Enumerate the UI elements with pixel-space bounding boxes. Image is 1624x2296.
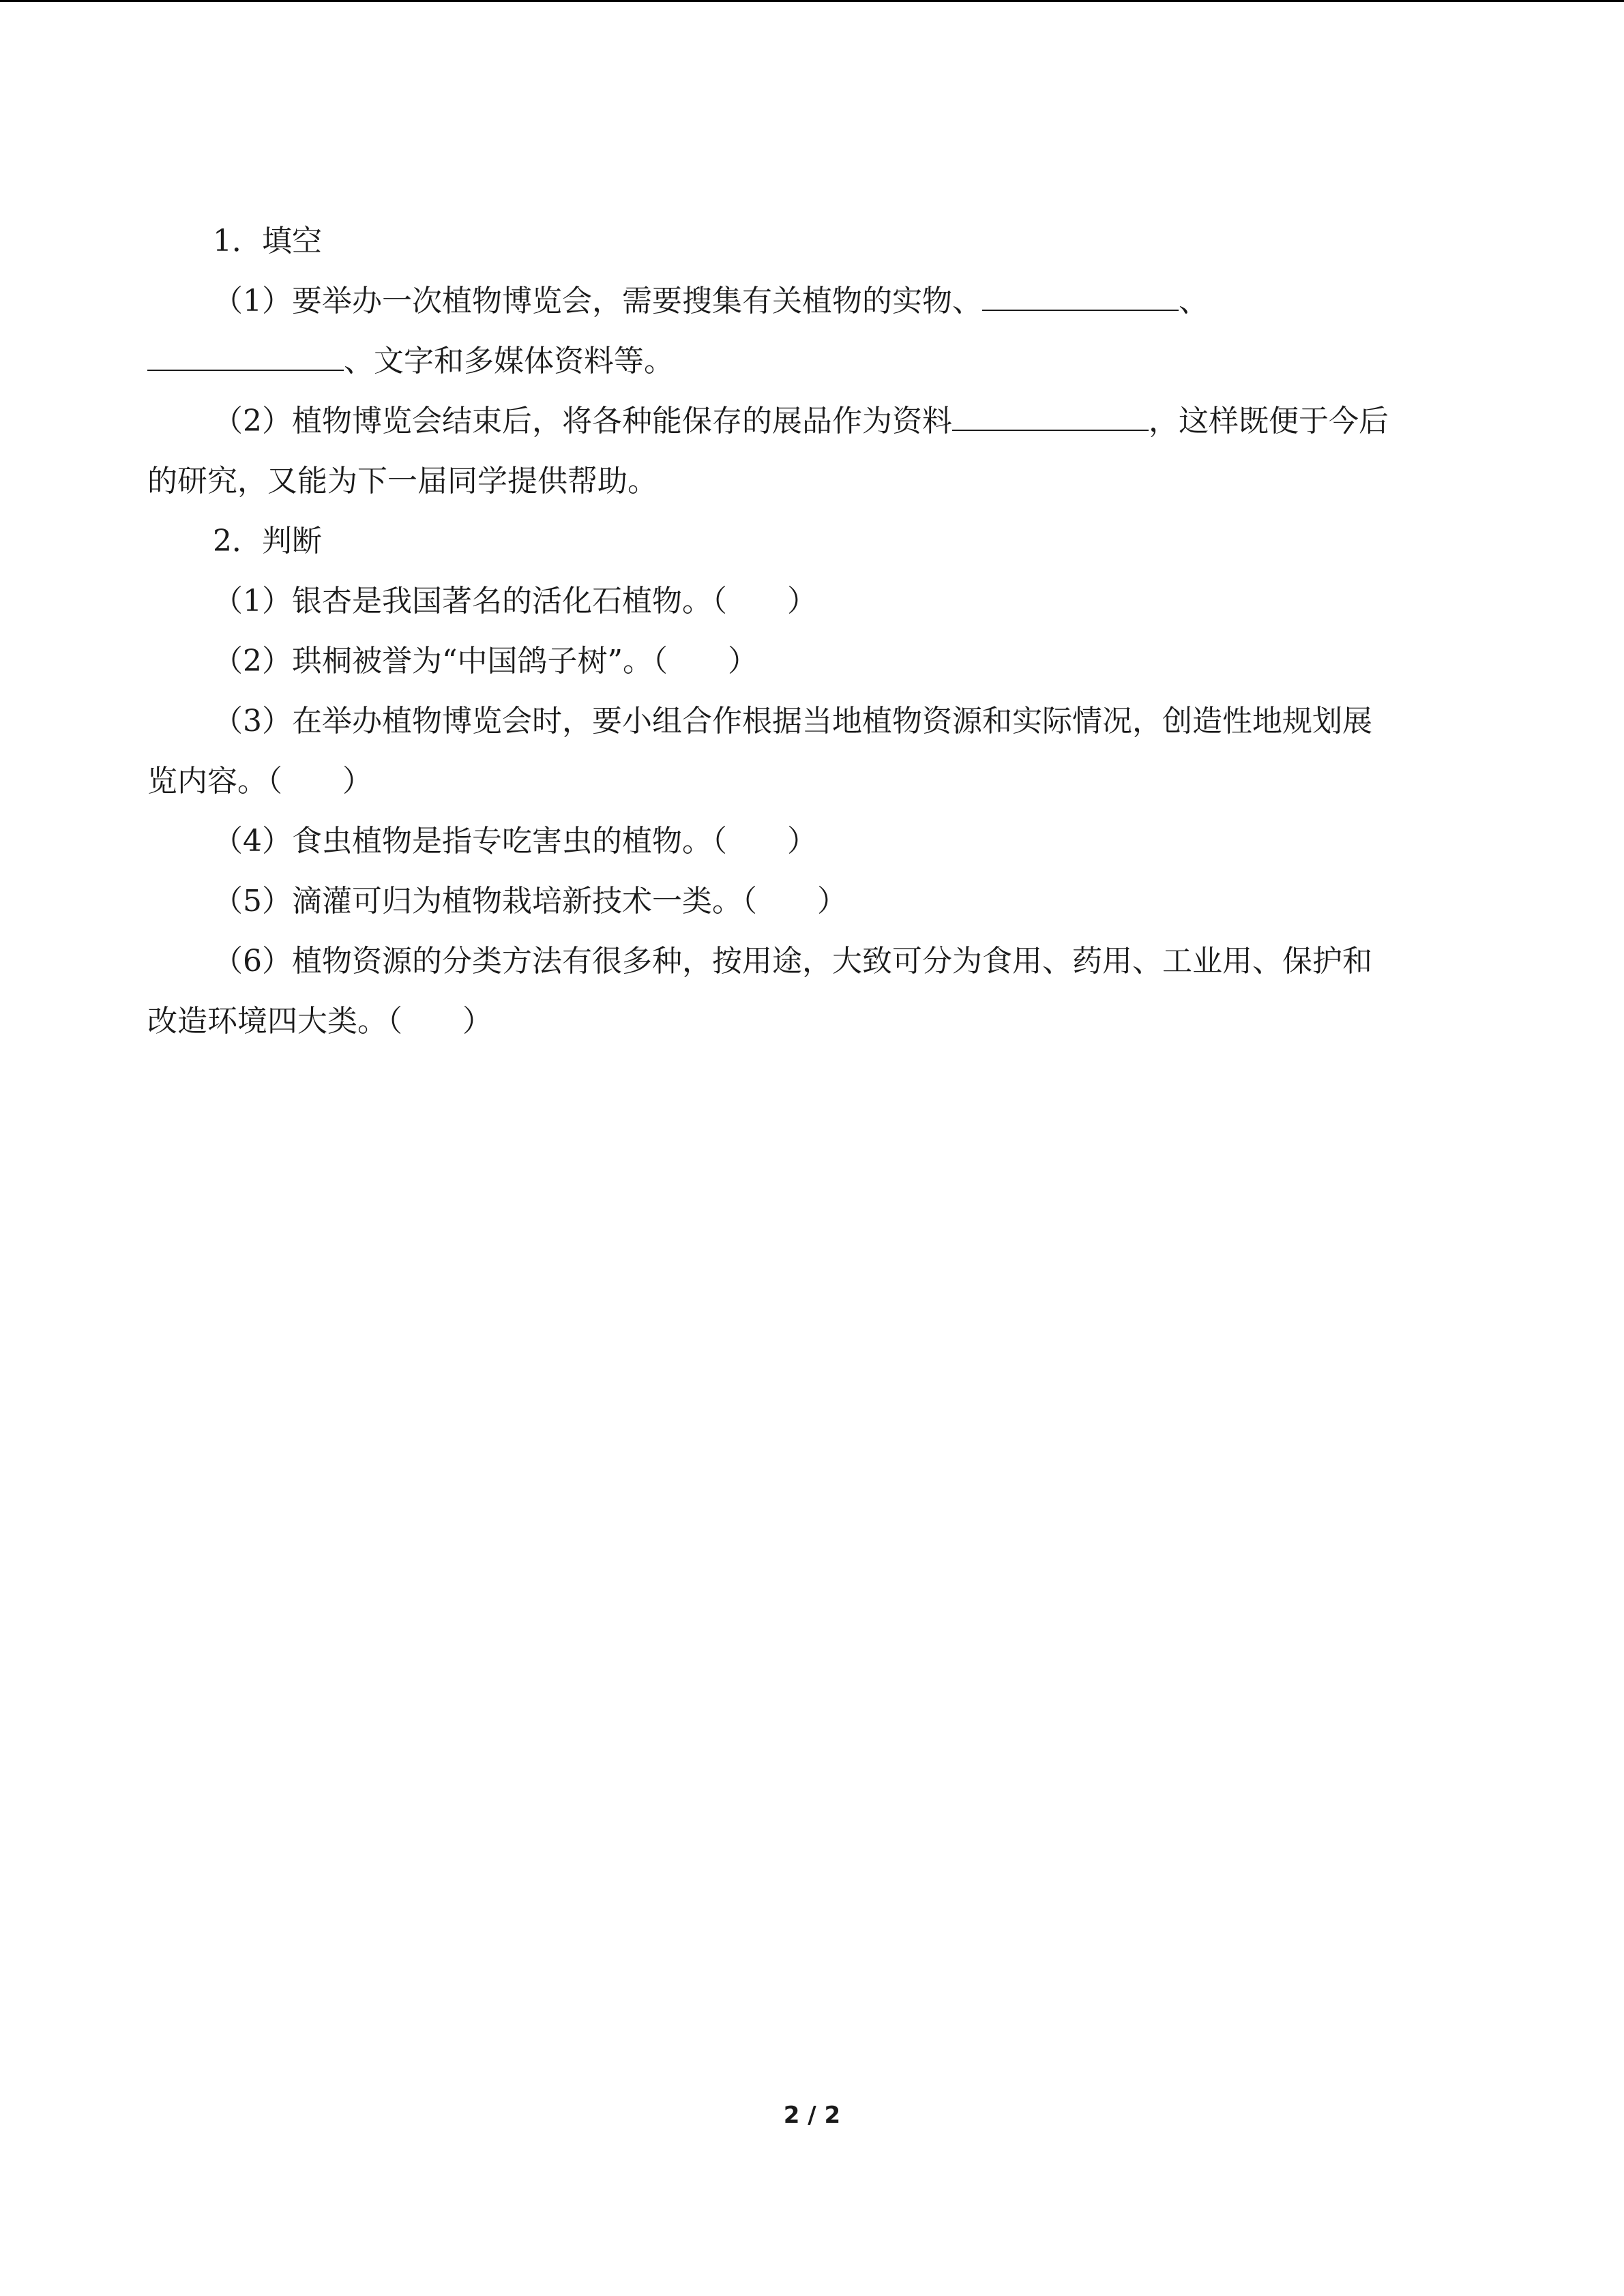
answer-blank-2[interactable]: [147, 342, 344, 371]
page-number: 2 / 2: [783, 2102, 841, 2129]
top-border: [0, 0, 1624, 2]
fill-blank-q1-separator: 、: [1179, 284, 1209, 318]
judgment-item-3-line-1: （3）在举办植物博览会时，要小组合作根据当地植物资源和实际情况，创造性地规划展: [213, 704, 1372, 739]
judgment-item-3-line-2: 览内容。（ ）: [147, 764, 372, 799]
judgment-item-2: （2）珙桐被誉为“中国鸽子树”。（ ）: [213, 644, 758, 679]
answer-blank-1[interactable]: [982, 282, 1179, 311]
fill-blank-question-2-line-1: [147, 391, 1474, 451]
judgment-item-5: （5）滴灌可归为植物栽培新技术一类。（ ）: [213, 884, 847, 919]
section-judgment-title: 2．判断: [213, 524, 322, 558]
fill-blank-q1-text-b: 、文字和多媒体资料等。: [344, 344, 674, 378]
fill-blank-q2-text-a: （2）植物博览会结束后，将各种能保存的展品作为资料: [213, 404, 952, 438]
judgment-item-1: （1）银杏是我国著名的活化石植物。（ ）: [213, 584, 817, 618]
fill-blank-question-1-line-1: [147, 271, 1474, 331]
fill-blank-question-1-line-2: [147, 331, 1474, 391]
worksheet-content: [147, 211, 1474, 1052]
fill-blank-q2-text-b: ，这样既便于今后: [1149, 404, 1389, 438]
judgment-item-6-line-2: 改造环境四大类。（ ）: [147, 1004, 492, 1039]
judgment-item-6-line-1: （6）植物资源的分类方法有很多种，按用途，大致可分为食用、药用、工业用、保护和: [213, 944, 1372, 979]
fill-blank-q1-text-a: （1）要举办一次植物博览会，需要搜集有关植物的实物、: [213, 284, 982, 318]
fill-blank-question-2-line-2: 的研究，又能为下一届同学提供帮助。: [147, 464, 658, 498]
judgment-item-4: （4）食虫植物是指专吃害虫的植物。（ ）: [213, 824, 817, 859]
section-fill-blank-title: 1．填空: [213, 224, 322, 258]
answer-blank-3[interactable]: [952, 402, 1149, 431]
